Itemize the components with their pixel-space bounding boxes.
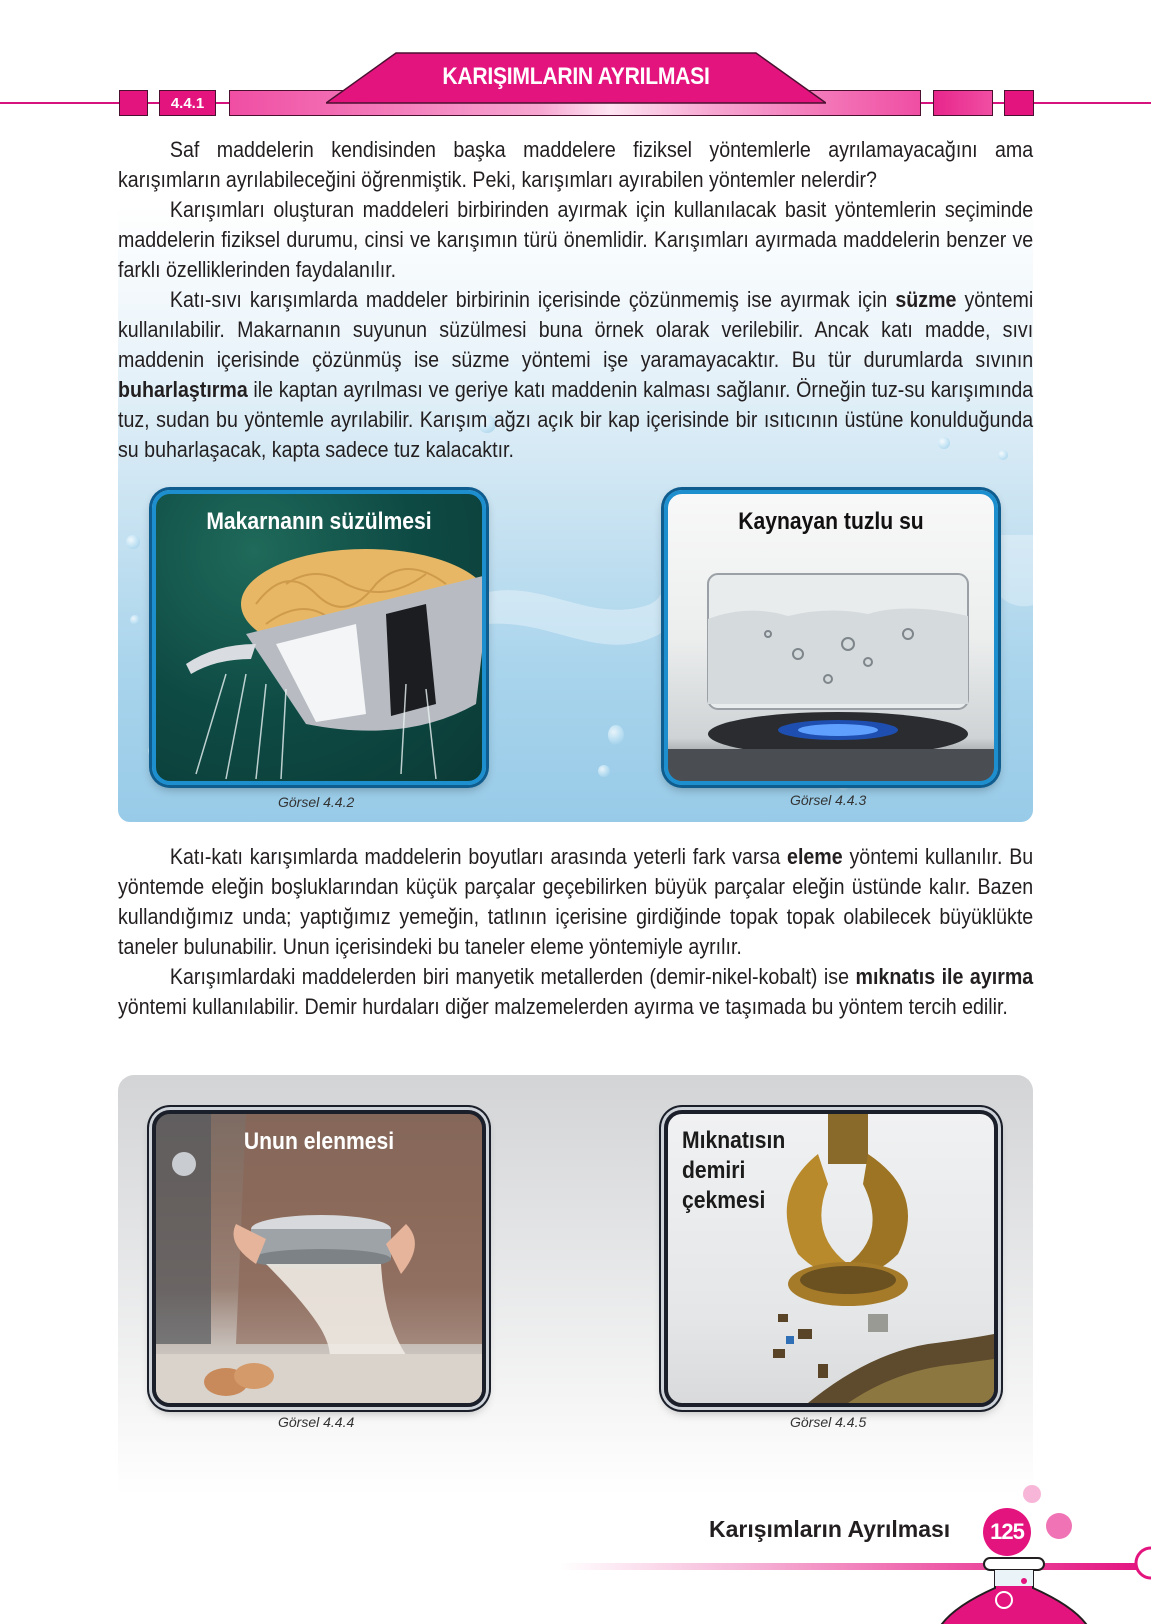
flour-sifting-illustration (156, 1114, 482, 1403)
boiling-pot-illustration (668, 494, 994, 781)
paragraph: Karışımları oluşturan maddeleri birbirinden ayırmak için kullanılacak basit yöntemlerin seçiminde maddelerin fiziksel durumu, cinsi ve karışımın türü önemlidir. Karışımları ayırmada maddelerin benzer ve farklı özelliklerinden faydalanılır. (118, 197, 1034, 282)
paragraph: Karışımlardaki maddelerden biri manyetik metallerden (demir-nikel-kobalt) ise mıknatıs ile ayırma yöntemi kullanılabilir. Demir hurdaları diğer malzemelerden ayırma ve taşımada bu yöntem tercih edilir. (118, 964, 1034, 1019)
figure-caption: Makarnanın süzülmesi (206, 508, 432, 535)
paragraph: Katı-sıvı karışımlarda maddeler birbirinin içerisinde çözünmemiş ise ayırmak için süzme yöntemi kullanılabilir. Makarnanın suyunun süzülmesi buna örnek olarak verilebilir. Ancak katı madde, sıvı maddenin içerisinde çözünmüş ise süzme yöntemi işe yaramayacaktır. Bu tür durumlarda sıvının buharlaştırma ile kaptan ayrılması ve geriye katı maddenin kalması sağlanır. Örneğin tuz-su karışımında tuz, sudan bu yöntemle ayrılabilir. Karışım ağzı açık bir kap içerisinde bir ısıtıcının üstüne konulduğunda su buharlaşacak, kapta sadece tuz kalacaktır. (118, 287, 1034, 462)
body-text-top (118, 135, 1033, 465)
figure-label: Görsel 4.4.4 (278, 1414, 355, 1430)
footer-chapter-title: Karışımların Ayrılması (709, 1516, 951, 1542)
header-decor-square (119, 90, 148, 116)
flask-decor-icon (940, 1480, 1151, 1624)
figure-caption: Kaynayan tuzlu su (738, 508, 924, 535)
body-text-middle (118, 842, 1033, 1022)
figure-flour-sifting (152, 1110, 486, 1407)
figure-magnet-scrap (664, 1110, 998, 1407)
term-miknatis-ile-ayirma: mıknatıs ile ayırma (855, 964, 1034, 989)
page-title: KARIŞIMLARIN AYRILMASI (442, 63, 710, 90)
term-suzme: süzme (895, 287, 957, 312)
header-decor-square (1004, 90, 1034, 116)
term-eleme: eleme (787, 844, 843, 869)
section-number-badge: 4.4.1 (159, 90, 216, 116)
paragraph: Saf maddelerin kendisinden başka maddelere fiziksel yöntemlerle ayrılamayacağını ama karışımların ayrılabileceğini öğrenmiştik. Peki, karışımları ayırabilen yöntemler nelerdir? (118, 137, 1034, 192)
figure-caption: Unun elenmesi (243, 1128, 395, 1155)
figure-label: Görsel 4.4.3 (790, 792, 867, 808)
pasta-colander-illustration (156, 494, 482, 781)
figure-boiling-salt-water (664, 490, 998, 785)
header-decor-square (933, 90, 993, 116)
page-number: 125 (983, 1508, 1031, 1556)
paragraph: Katı-katı karışımlarda maddelerin boyutları arasında yeterli fark varsa eleme yöntemi kullanılır. Bu yöntemde eleğin boşluklarından küçük parçalar geçebilirken büyük parçalar eleğin üstünde kalır. Bazen kullandığımız unda; yaptığımız yemeğin, tatlının içerisine girdiğinde topak topak olabilecek büyüklükte taneler bulunabilir. Unun içerisindeki bu taneler eleme yöntemiyle ayrılır. (118, 844, 1034, 959)
figure-label: Görsel 4.4.2 (278, 794, 355, 810)
figure-caption: Mıknatısın demiri çekmesi (682, 1127, 786, 1214)
figure-pasta-draining (152, 490, 486, 785)
figure-label: Görsel 4.4.5 (790, 1414, 867, 1430)
term-buharlastirma: buharlaştırma (118, 377, 248, 402)
